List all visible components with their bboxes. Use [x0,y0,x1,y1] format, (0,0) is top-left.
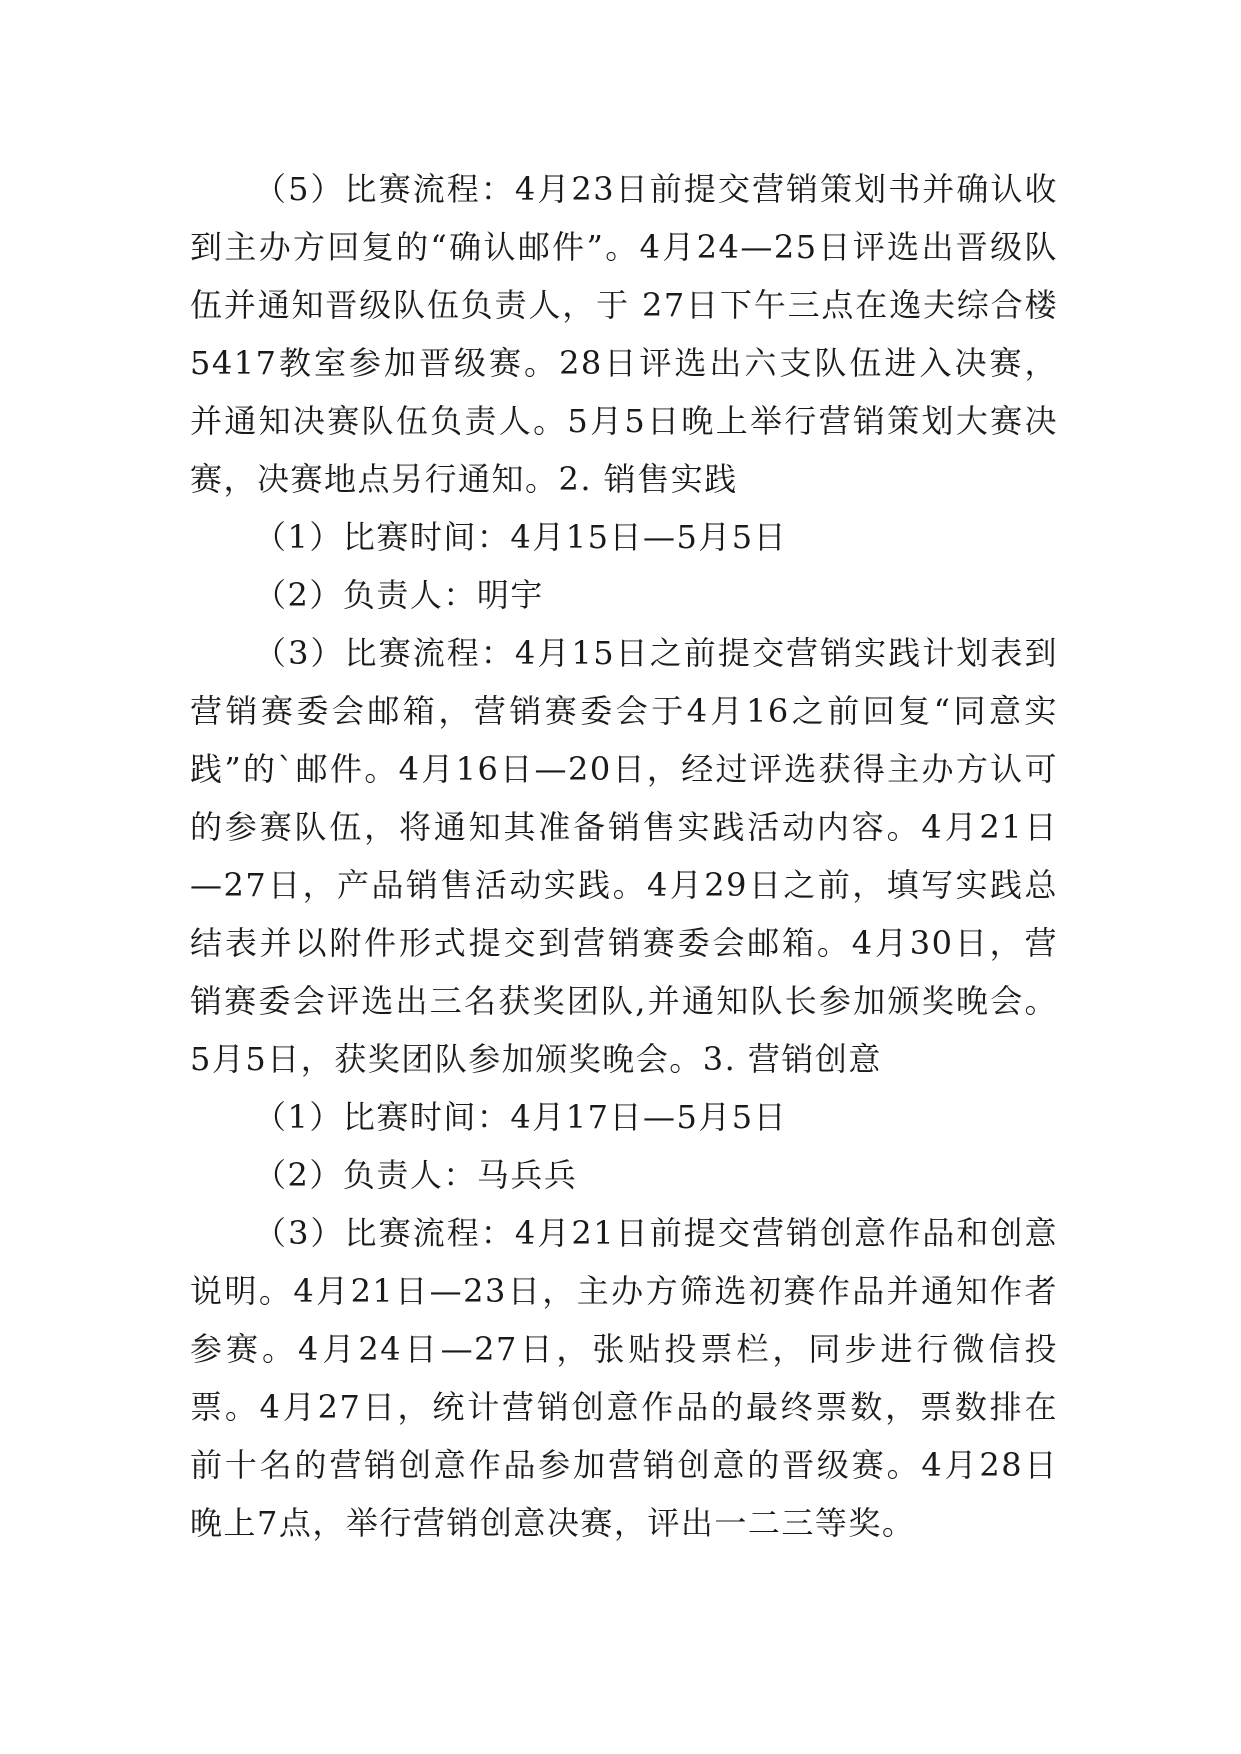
paragraph-sales-time: （1）比赛时间：4月15日—5月5日 [254,518,788,556]
paragraph-marketing-plan-process: （5）比赛流程：4月23日前提交营销策划书并确认收到主办方回复的“确认邮件”。4月24—25日评选出晋级队伍并通知晋级队伍负责人，于 27日下午三点在逸夫综合楼5417教室参加晋级赛。28日评选出六支队伍进入决赛，并通知决赛队伍负责人。5月5日晚上举行营销策划大赛决赛，决赛地点另行通知。2. 销售实践 [190,170,1058,498]
paragraph-creative-owner: （2）负责人：马兵兵 [254,1156,578,1194]
document-body [190,160,1058,1552]
paragraph-sales-owner: （2）负责人：明宇 [254,576,544,614]
paragraph-creative-time: （1）比赛时间：4月17日—5月5日 [254,1098,788,1136]
paragraph-creative-process: （3）比赛流程：4月21日前提交营销创意作品和创意说明。4月21日—23日，主办方筛选初赛作品并通知作者参赛。4月24日—27日，张贴投票栏，同步进行微信投票。4月27日，统计营销创意作品的最终票数，票数排在前十名的营销创意作品参加营销创意的晋级赛。4月28日晚上7点，举行营销创意决赛，评出一二三等奖。 [190,1214,1058,1542]
paragraph-sales-process: （3）比赛流程：4月15日之前提交营销实践计划表到营销赛委会邮箱，营销赛委会于4月16之前回复“同意实践”的`邮件。4月16日—20日，经过评选获得主办方认可的参赛队伍，将通知其准备销售实践活动内容。4月21日—27日，产品销售活动实践。4月29日之前，填写实践总结表并以附件形式提交到营销赛委会邮箱。4月30日，营销赛委会评选出三名获奖团队,并通知队长参加颁奖晚会。5月5日，获奖团队参加颁奖晚会。3. 营销创意 [190,634,1058,1078]
